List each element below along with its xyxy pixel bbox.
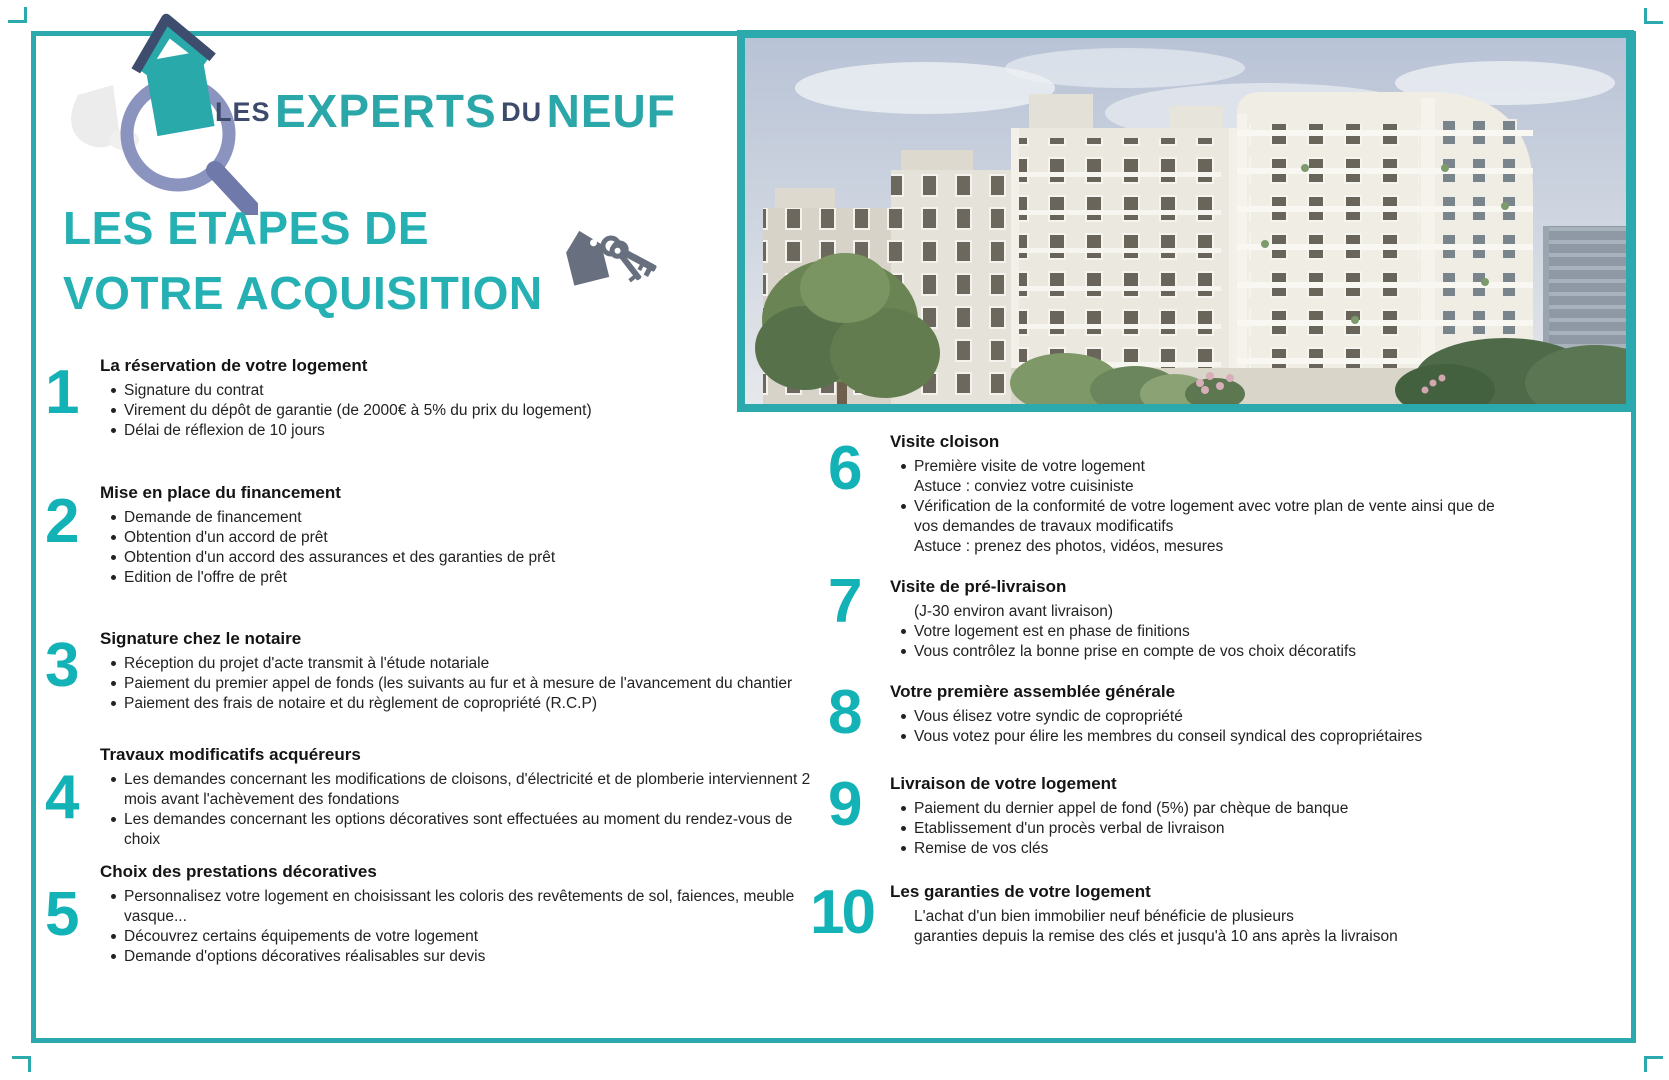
step-item: Remise de vos clés [914, 839, 1515, 859]
step-items [100, 654, 815, 714]
step-items [890, 707, 1515, 747]
step-item: L'achat d'un bien immobilier neuf bénéficie de plusieurs [914, 908, 1294, 925]
step-9 [828, 770, 1515, 859]
step-item: Obtention d'un accord de prêt [124, 528, 815, 548]
step-title: Visite cloison [890, 432, 1000, 451]
step-3 [45, 629, 815, 714]
step-item: Les demandes concernant les modifications de cloisons, d'électricité et de plomberie interviennent 2 mois avant l'achèvement des fondations [124, 770, 815, 810]
step-number: 1 [45, 358, 80, 427]
corner-mark-bottom-left [12, 1056, 31, 1072]
step-title: Travaux modificatifs acquéreurs [100, 745, 361, 764]
step-items [100, 381, 815, 441]
house-keys-icon [556, 218, 676, 303]
logo [215, 84, 676, 138]
step-title: Livraison de votre logement [890, 774, 1117, 793]
step-title: Choix des prestations décoratives [100, 862, 377, 881]
step-number: 9 [828, 770, 863, 839]
step-number: 3 [45, 631, 80, 700]
step-item: Astuce : prenez des photos, vidéos, mesures [914, 538, 1224, 555]
step-number: 2 [45, 487, 80, 556]
step-item: Vous contrôlez la bonne prise en compte de vos choix décoratifs [914, 642, 1515, 662]
step-items [890, 907, 1515, 947]
step-item: Vérification de la conformité de votre logement avec votre plan de vente ainsi que de vos demandes de travaux modificatifs [914, 497, 1515, 537]
step-item: Paiement du dernier appel de fond (5%) par chèque de banque [914, 799, 1515, 819]
step-item: Astuce : conviez votre cuisiniste [914, 478, 1134, 495]
step-number: 10 [810, 878, 873, 947]
step-number: 4 [45, 763, 80, 832]
corner-mark-bottom-right [1644, 1056, 1663, 1072]
logo-text-neuf: NEUF [546, 85, 676, 137]
page-title-line2: VOTRE ACQUISITION [63, 267, 543, 320]
step-item: Demande d'options décoratives réalisables sur devis [124, 947, 815, 967]
step-items [100, 508, 815, 588]
step-item: Edition de l'offre de prêt [124, 568, 815, 588]
step-items [890, 602, 1515, 662]
step-item: Votre logement est en phase de finitions [914, 622, 1515, 642]
step-number: 8 [828, 678, 863, 747]
step-item: Découvrez certains équipements de votre logement [124, 927, 815, 947]
step-items [890, 799, 1515, 859]
step-title: Les garanties de votre logement [890, 882, 1151, 901]
step-title: La réservation de votre logement [100, 356, 368, 375]
logo-text-du: DU [501, 97, 543, 127]
step-items [100, 770, 815, 850]
step-title: Signature chez le notaire [100, 629, 302, 648]
step-6 [828, 432, 1515, 557]
step-title: Mise en place du financement [100, 483, 341, 502]
step-number: 6 [828, 434, 863, 503]
step-4 [45, 745, 815, 850]
step-8 [828, 678, 1515, 747]
step-item: (J-30 environ avant livraison) [914, 603, 1114, 620]
page-title [63, 196, 543, 327]
step-item: Personnalisez votre logement en choisissant les coloris des revêtements de sol, faiences, meuble vasque... [124, 887, 815, 927]
step-title: Visite de pré-livraison [890, 577, 1067, 596]
step-item: Paiement du premier appel de fonds (les suivants au fur et à mesure de l'avancement du chantier [124, 674, 815, 694]
step-item: Signature du contrat [124, 381, 815, 401]
step-1 [45, 356, 815, 441]
corner-mark-top-left [8, 7, 27, 23]
step-item: Première visite de votre logement [914, 457, 1515, 477]
step-item: Virement du dépôt de garantie (de 2000€ à 5% du prix du logement) [124, 401, 815, 421]
step-item: Demande de financement [124, 508, 815, 528]
corner-mark-top-right [1644, 8, 1663, 24]
step-10 [810, 878, 1515, 947]
page-title-line1: LES ETAPES DE [63, 202, 430, 254]
step-item: Paiement des frais de notaire et du règlement de copropriété (R.C.P) [124, 694, 815, 714]
building-photo [737, 30, 1634, 412]
logo-text-les: LES [215, 97, 271, 127]
step-2 [45, 483, 815, 588]
step-item: Vous votez pour élire les membres du conseil syndical des copropriétaires [914, 727, 1515, 747]
step-items [890, 457, 1515, 557]
step-number: 5 [45, 880, 80, 949]
step-item: Les demandes concernant les options décoratives sont effectuées au moment du rendez-vous de choix [124, 810, 815, 850]
step-number: 7 [828, 567, 863, 636]
step-item: garanties depuis la remise des clés et jusqu'à 10 ans après la livraison [914, 928, 1398, 945]
step-title: Votre première assemblée générale [890, 682, 1176, 701]
step-item: Réception du projet d'acte transmit à l'étude notariale [124, 654, 815, 674]
step-5 [45, 862, 815, 967]
step-item: Vous élisez votre syndic de copropriété [914, 707, 1515, 727]
logo-text-experts: EXPERTS [274, 85, 497, 137]
step-item: Délai de réflexion de 10 jours [124, 421, 815, 441]
step-items [100, 887, 815, 967]
step-item: Obtention d'un accord des assurances et des garanties de prêt [124, 548, 815, 568]
step-item: Etablissement d'un procès verbal de livraison [914, 819, 1515, 839]
step-7 [828, 567, 1515, 662]
